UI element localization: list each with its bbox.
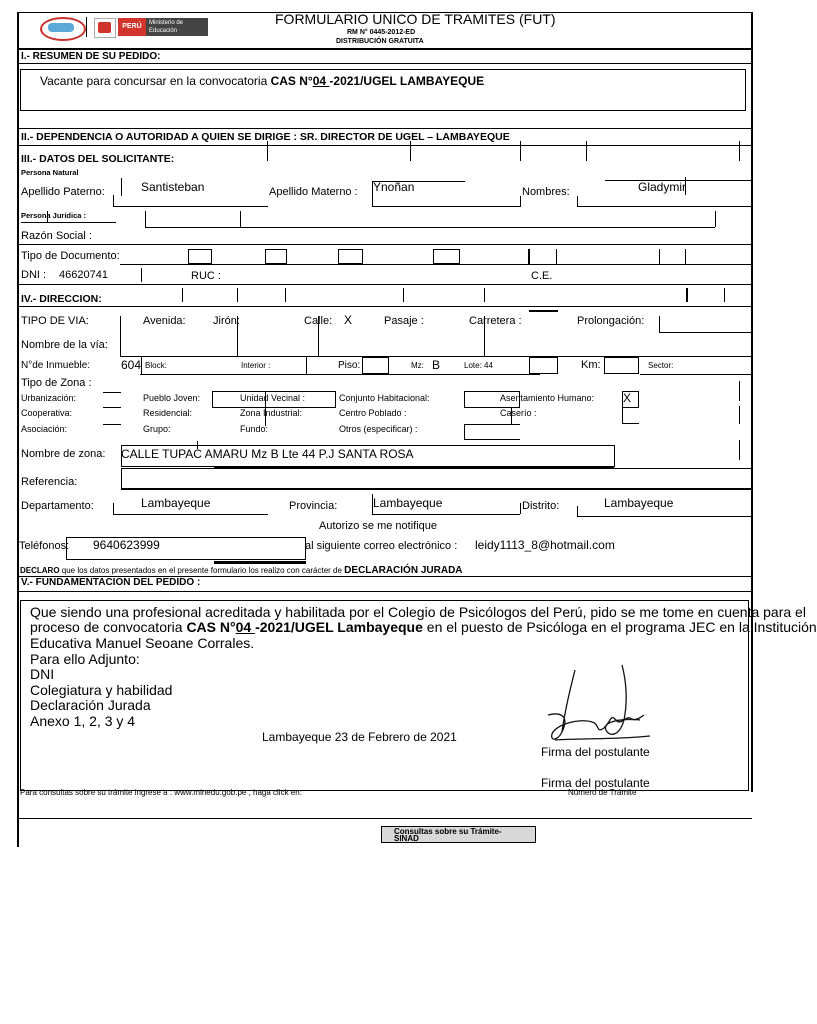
rule (622, 423, 639, 424)
rule (17, 591, 752, 592)
distrito-value[interactable]: Lambayeque (604, 496, 674, 510)
unidad-vecinal-label: Unidad Vecinal : (240, 393, 306, 403)
rule (17, 284, 752, 285)
rule (113, 503, 114, 514)
rule (17, 128, 752, 129)
otros-label: Otros (especificar) : (339, 424, 418, 434)
km-label: Km: (581, 359, 601, 371)
apellido-materno-label: Apellido Materno : (269, 186, 358, 198)
frame-right (751, 12, 753, 792)
rule (182, 288, 183, 302)
rule (577, 206, 752, 207)
fundamentacion-line-2: proceso de convocatoria CAS N°04 -2021/UGEL Lambayeque en el puesto de Psicóloga en el programa JEC en la Institución (30, 619, 817, 635)
rule (285, 288, 286, 302)
prolongacion-label: Prolongación: (577, 315, 645, 327)
rule (528, 249, 530, 264)
lote-value[interactable]: Lote: 44 (464, 361, 493, 370)
fundamentacion-line-1: Que siendo una profesional acreditada y habilitada por el Colegio de Psicólogos del Perú, pido se me tome en cuenta para el (30, 604, 806, 620)
rule (529, 310, 558, 312)
departamento-label: Departamento: (21, 500, 94, 512)
doc-type-checkbox-2[interactable] (265, 249, 287, 264)
ministry-name-label: Ministerio de Educación (146, 18, 208, 36)
declaro-statement: DECLARO que los datos presentados en el presente formulario los realizo con carácter de DECLARACIÓN JURADA (20, 565, 463, 576)
pueblo-joven-label: Pueblo Joven: (143, 393, 201, 403)
telefono-value[interactable]: 9640623999 (93, 538, 160, 552)
n-inmueble-label: N°de Inmueble: (21, 360, 91, 371)
rule (141, 357, 142, 375)
firma-postulante-1: Firma del postulante (541, 745, 650, 759)
rule (113, 514, 268, 515)
asentamiento-humano-label: Asentamiento Humano: (500, 393, 595, 403)
zona-industrial-label: Zona Industrial: (240, 408, 303, 418)
interior-label: Interior : (241, 361, 271, 370)
nombres-label: Nombres: (522, 186, 570, 198)
rule (237, 288, 238, 302)
rule (403, 288, 404, 302)
rule (739, 440, 740, 460)
tipo-documento-label: Tipo de Documento: (21, 250, 120, 262)
form-title: FORMULARIO UNICO DE TRAMITES (FUT) (275, 11, 556, 27)
referencia-label: Referencia: (21, 476, 78, 488)
residencial-label: Residencial: (143, 408, 193, 418)
pasaje-label: Pasaje : (384, 315, 424, 327)
attachment-anexos: Anexo 1, 2, 3 y 4 (30, 713, 136, 729)
rule (197, 441, 198, 449)
km-input[interactable] (604, 357, 639, 374)
request-summary-text: Vacante para concursar en la convocatoria CAS N°04 -2021/UGEL LAMBAYEQUE (40, 74, 485, 88)
rule (577, 506, 578, 517)
urbanizacion-label: Urbanización: (21, 393, 77, 403)
section-5-title: V.- FUNDAMENTACION DEL PEDIDO : (21, 577, 201, 588)
telefonos-label: Teléfonos: (19, 540, 70, 552)
rule (103, 392, 121, 393)
rule (724, 288, 725, 302)
rule (372, 514, 520, 515)
rule (464, 424, 520, 425)
peru-coat-of-arms-icon (94, 18, 116, 38)
attachment-declaracion: Declaración Jurada (30, 697, 151, 713)
fundamentacion-line-4: Para ello Adjunto: (30, 651, 140, 667)
consultas-partial-text: Para consultas sobre su trámite ingrese a : www.minedu.gob.pe , haga click en: (20, 788, 302, 797)
cooperativa-label: Cooperativa: (21, 408, 73, 418)
rule (140, 374, 540, 375)
consultas-sinad-button[interactable]: Consultas sobre su Trámite-SINAD (381, 826, 536, 843)
rule (145, 211, 146, 227)
sector-label: Sector: (648, 361, 674, 370)
rule (103, 424, 121, 425)
rule (464, 439, 520, 440)
rule (577, 516, 752, 517)
asentamiento-mark[interactable]: X (623, 391, 632, 405)
nombre-via-label: Nombre de la vía: (21, 339, 108, 351)
rule (739, 406, 740, 424)
tipo-via-label: TIPO DE VIA: (21, 315, 89, 327)
rule (372, 206, 520, 207)
rule (17, 63, 752, 64)
section-3-title: III.- DATOS DEL SOLICITANTE: (21, 153, 175, 165)
rule (47, 211, 48, 223)
attachment-colegiatura: Colegiatura y habilidad (30, 682, 173, 698)
rule (556, 249, 557, 264)
rule (113, 206, 268, 207)
dni-label: DNI : (21, 269, 47, 281)
rule (484, 288, 485, 302)
razon-social-label: Razón Social : (21, 230, 92, 242)
firma-postulante-2: Firma del postulante (541, 776, 650, 790)
doc-type-checkbox-1[interactable] (188, 249, 212, 264)
section-2-title: II.- DEPENDENCIA O AUTORIDAD A QUIEN SE DIRIGE : SR. DIRECTOR DE UGEL – LAMBAYEQUE (21, 131, 510, 143)
jiron-label: Jirón: (213, 315, 240, 327)
conjunto-habitacional-label: Conjunto Habitacional: (339, 393, 430, 403)
logo-divider (86, 17, 87, 37)
rule (520, 141, 521, 161)
persona-natural-label: Persona Natural (21, 168, 79, 177)
section-4-title: IV.- DIRECCION: (21, 293, 102, 305)
persona-juridica-label: Persona Jurídica : (21, 211, 87, 220)
doc-type-checkbox-3[interactable] (338, 249, 363, 264)
provincia-label: Provincia: (289, 500, 338, 512)
rule (586, 141, 587, 161)
piso-label: Piso: (338, 360, 361, 371)
ministry-seal-logo (40, 17, 86, 41)
frame-left (17, 12, 19, 847)
apellido-materno-value[interactable]: Ynoñan (373, 180, 415, 194)
rule (267, 141, 268, 161)
nombre-zona-value[interactable]: CALLE TUPAC AMARU Mz B Lte 44 P.J SANTA ROSA (121, 447, 414, 461)
n-inmueble-value[interactable]: 604 (121, 358, 142, 372)
rule (120, 264, 752, 265)
attachment-dni: DNI (30, 666, 55, 682)
asociacion-label: Asociación: (21, 424, 68, 434)
rule (306, 357, 307, 375)
carretera-label: Carretera : (469, 315, 522, 327)
place-date: Lambayeque 23 de Febrero de 2021 (262, 730, 457, 744)
rule (121, 488, 752, 490)
rule (640, 374, 752, 375)
calle-mark[interactable]: X (344, 313, 353, 327)
fundamentacion-line-3: Educativa Manuel Seoane Corrales. (30, 635, 255, 651)
rule (622, 408, 623, 423)
calle-label: Calle: (304, 315, 333, 327)
rule (17, 145, 752, 146)
rule (685, 249, 686, 264)
rule (464, 424, 465, 439)
rule (659, 249, 660, 264)
rm-number: RM N° 0445-2012-ED (347, 29, 416, 36)
rule (120, 316, 121, 356)
rule (659, 332, 752, 333)
rule (265, 391, 266, 426)
lote-box[interactable] (529, 357, 558, 374)
centro-poblado-label: Centro Poblado : (339, 408, 407, 418)
correo-value[interactable]: leidy1113_8@hotmail.com (475, 538, 615, 552)
provincia-value[interactable]: Lambayeque (373, 496, 443, 510)
avenida-label: Avenida: (143, 315, 186, 327)
rule (715, 211, 716, 227)
mz-label: Mz: (411, 361, 424, 370)
rule (237, 316, 238, 356)
rule (141, 268, 142, 282)
dni-value[interactable]: 46620741 (59, 269, 108, 281)
rule (113, 195, 114, 206)
tipo-zona-label: Tipo de Zona : (21, 377, 92, 389)
rule (686, 288, 688, 302)
rule (17, 818, 752, 819)
nombre-zona-label: Nombre de zona: (21, 448, 106, 460)
peru-logo-label: PERÚ (118, 18, 146, 36)
rule (511, 408, 512, 424)
rule (17, 244, 752, 245)
rule (214, 561, 306, 564)
rule (21, 222, 116, 223)
distribution-note: DISTRIBUCIÓN GRATUITA (336, 38, 424, 45)
fundo-label: Fundo: (240, 424, 269, 434)
rule (103, 407, 121, 408)
departamento-value[interactable]: Lambayeque (141, 496, 211, 510)
piso-input[interactable] (362, 357, 389, 374)
rule (577, 196, 578, 207)
doc-type-checkbox-4[interactable] (433, 249, 460, 264)
rule (739, 381, 740, 401)
rule (240, 211, 241, 227)
caserio-label: Caserío : (500, 408, 537, 418)
ruc-label: RUC : (191, 270, 221, 282)
rule (17, 306, 752, 307)
rule (520, 196, 521, 207)
rule (120, 356, 752, 357)
rule (410, 141, 411, 161)
rule (520, 503, 521, 514)
autorizo-label: Autorizo se me notifique (319, 520, 438, 532)
rule (685, 177, 686, 195)
rule (318, 316, 319, 356)
distrito-label: Distrito: (522, 500, 560, 512)
grupo-label: Grupo: (143, 424, 171, 434)
correo-label: al siguiente correo electrónico : (305, 540, 458, 552)
ce-label: C.E. (531, 270, 553, 282)
rule (17, 48, 752, 50)
signature-icon (540, 660, 660, 748)
apellido-paterno-value[interactable]: Santisteban (141, 180, 205, 194)
rule (121, 178, 122, 196)
referencia-box[interactable] (121, 468, 752, 489)
rule (659, 316, 660, 332)
nombres-value[interactable]: Gladymir (638, 180, 687, 194)
block-label: Block: (145, 361, 167, 370)
rule (739, 141, 740, 161)
numero-tramite-partial: Número de Trámite (568, 788, 637, 797)
rule (145, 227, 715, 228)
section-1-title: I.- RESUMEN DE SU PEDIDO: (21, 51, 161, 62)
mz-value[interactable]: B (432, 358, 441, 372)
apellido-paterno-label: Apellido Paterno: (21, 186, 105, 198)
